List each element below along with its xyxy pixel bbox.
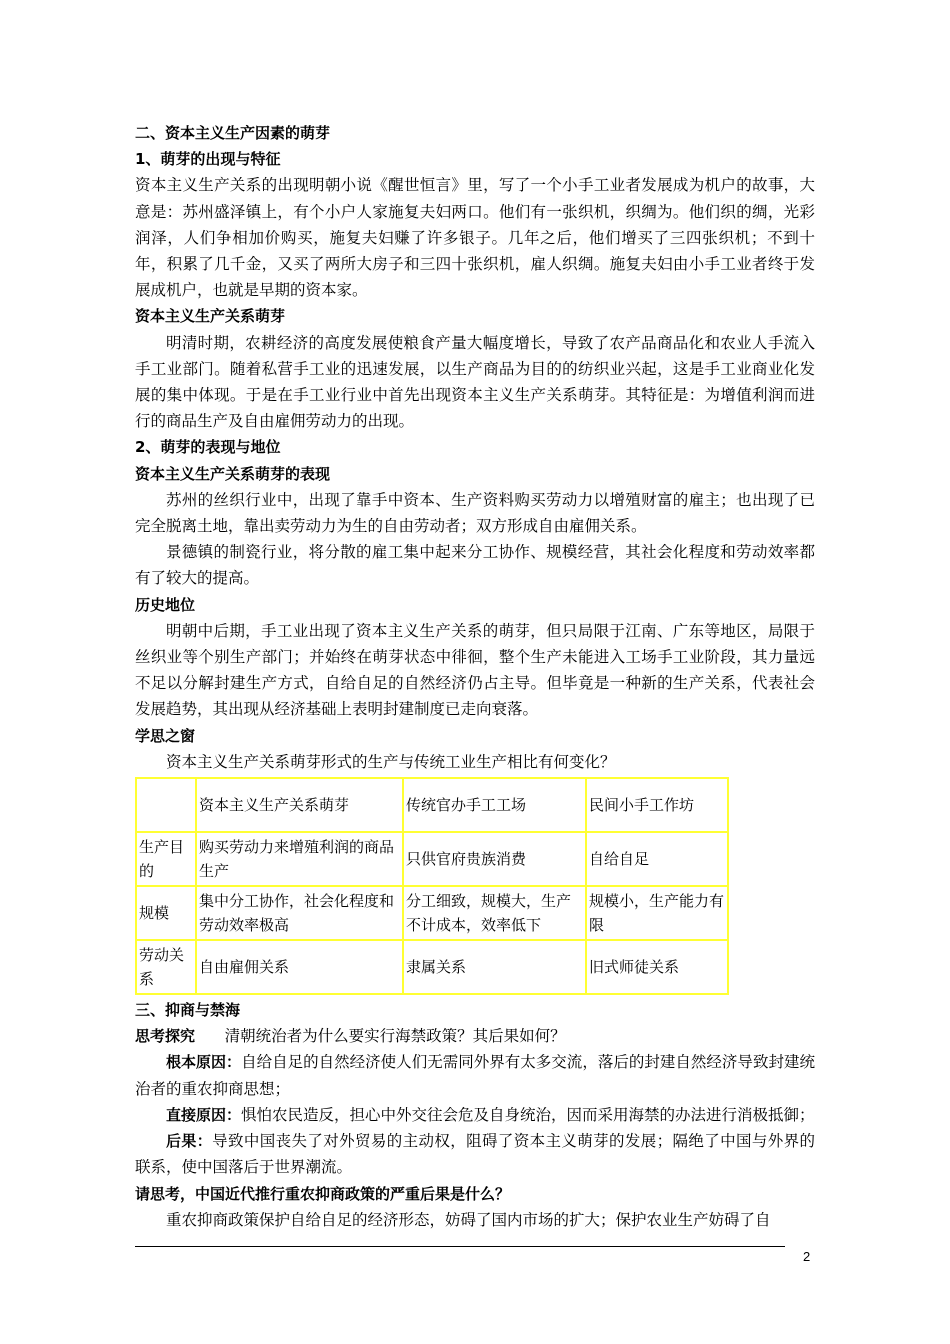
think-question: 清朝统治者为什么要实行海禁政策？其后果如何？ — [224, 1027, 566, 1046]
table-row — [136, 886, 728, 940]
comparison-table — [135, 777, 729, 995]
root-label: 根本原因： — [166, 1053, 242, 1072]
table-row — [136, 832, 728, 886]
heading: 学思之窗 — [135, 726, 196, 745]
paragraph — [135, 1049, 815, 1101]
table-header-cell: 资本主义生产关系萌芽 — [196, 778, 403, 832]
direct-label: 直接原因： — [166, 1105, 242, 1124]
footer-divider — [135, 1246, 785, 1247]
table-row — [136, 940, 728, 994]
paragraph — [135, 1128, 815, 1180]
question: 资本主义生产关系萌芽形式的生产与传统工业生产相比有何变化？ — [166, 752, 616, 771]
table-cell: 自给自足 — [586, 832, 728, 886]
heading: 请思考，中国近代推行重农抑商政策的严重后果是什么？ — [135, 1184, 511, 1203]
direct-text: 惧怕农民造反，担心中外交往会危及自身统治，因而采用海禁的办法进行消极抵御； — [241, 1105, 815, 1124]
paragraph — [135, 1102, 815, 1128]
document-body — [135, 120, 815, 1233]
table-header-row — [136, 778, 728, 832]
think-line — [135, 1023, 815, 1049]
table-cell: 生产目的 — [136, 832, 196, 886]
result-label: 后果： — [166, 1132, 213, 1151]
paragraph: 重农抑商政策保护自给自足的经济形态，妨碍了国内市场的扩大；保护农业生产妨碍了自 — [166, 1210, 771, 1229]
paragraph: 明朝中后期，手工业出现了资本主义生产关系的萌芽，但只局限于江南、广东等地区，局限于丝织业等个别生产部门；并始终在萌芽状态中徘徊，整个生产未能进入工场手工业阶段，其力量远不足以分解封建生产方式，自给自足的自然经济仍占主导。但毕竟是一种新的生产关系，代表社会发展趋势，其出现从经济基础上表明封建制度已走向衰落。 — [135, 621, 815, 719]
table-header-cell — [136, 778, 196, 832]
table-cell: 集中分工协作，社会化程度和劳动效率极高 — [196, 886, 403, 940]
table-cell: 劳动关系 — [136, 940, 196, 994]
paragraph: 资本主义生产关系的出现明朝小说《醒世恒言》里，写了一个小手工业者发展成为机户的故事，大意是：苏州盛泽镇上，有个小户人家施复夫妇两口。他们有一张织机，织绸为。他们织的绸，光彩润泽，人们争相加价购买，施复夫妇赚了许多银子。几年之后，他们增买了三四张织机；不到十年，积累了几千金，又买了两所大房子和三四十张织机，雇人织绸。施复夫妇由小手工业者终于发展成机户，也就是早期的资本家。 — [135, 176, 815, 300]
think-label: 思考探究 — [135, 1027, 196, 1046]
subsection-title: 2、萌芽的表现与地位 — [135, 438, 281, 457]
table-cell: 旧式师徒关系 — [586, 940, 728, 994]
paragraph: 景德镇的制瓷行业，将分散的雇工集中起来分工协作、规模经营，其社会化程度和劳动效率都有了较大的提高。 — [135, 543, 815, 588]
paragraph: 苏州的丝织行业中，出现了靠手中资本、生产资料购买劳动力以增殖财富的雇主；也出现了已完全脱离土地，靠出卖劳动力为生的自由劳动者；双方形成自由雇佣关系。 — [135, 490, 815, 536]
table-cell: 自由雇佣关系 — [196, 940, 403, 994]
table-header-cell: 民间小手工作坊 — [586, 778, 728, 832]
table-cell: 隶属关系 — [403, 940, 586, 994]
table-cell: 规模 — [136, 886, 196, 940]
table-header-cell: 传统官办手工工场 — [403, 778, 586, 832]
root-text: 自给自足的自然经济使人们无需同外界有太多交流，落后的封建自然经济导致封建统治者的重农抑商思想； — [135, 1053, 815, 1098]
table-cell: 分工细致，规模大，生产不计成本，效率低下 — [403, 886, 586, 940]
heading: 历史地位 — [135, 595, 196, 614]
subsection-title: 1、萌芽的出现与特征 — [135, 150, 281, 169]
result-text: 导致中国丧失了对外贸易的主动权，阻碍了资本主义萌芽的发展；隔绝了中国与外界的联系，使中国落后于世界潮流。 — [135, 1132, 815, 1177]
heading: 资本主义生产关系萌芽的表现 — [135, 464, 331, 483]
heading: 资本主义生产关系萌芽 — [135, 307, 286, 326]
table-cell: 规模小，生产能力有限 — [586, 886, 728, 940]
section-title: 三、抑商与禁海 — [135, 1001, 241, 1020]
page-number: 2 — [803, 1249, 811, 1264]
table-cell: 只供官府贵族消费 — [403, 832, 586, 886]
table-cell: 购买劳动力来增殖利润的商品生产 — [196, 832, 403, 886]
paragraph: 明清时期，农耕经济的高度发展使粮食产量大幅度增长，导致了农产品商品化和农业人手流入手工业部门。随着私营手工业的迅速发展，以生产商品为目的的纺织业兴起，这是手工业商业化发展的集中体现。于是在手工业行业中首先出现资本主义生产关系萌芽。其特征是：为增值利润而进行的商品生产及自由雇佣劳动力的出现。 — [135, 333, 815, 431]
section-title: 二、资本主义生产因素的萌芽 — [135, 124, 331, 142]
